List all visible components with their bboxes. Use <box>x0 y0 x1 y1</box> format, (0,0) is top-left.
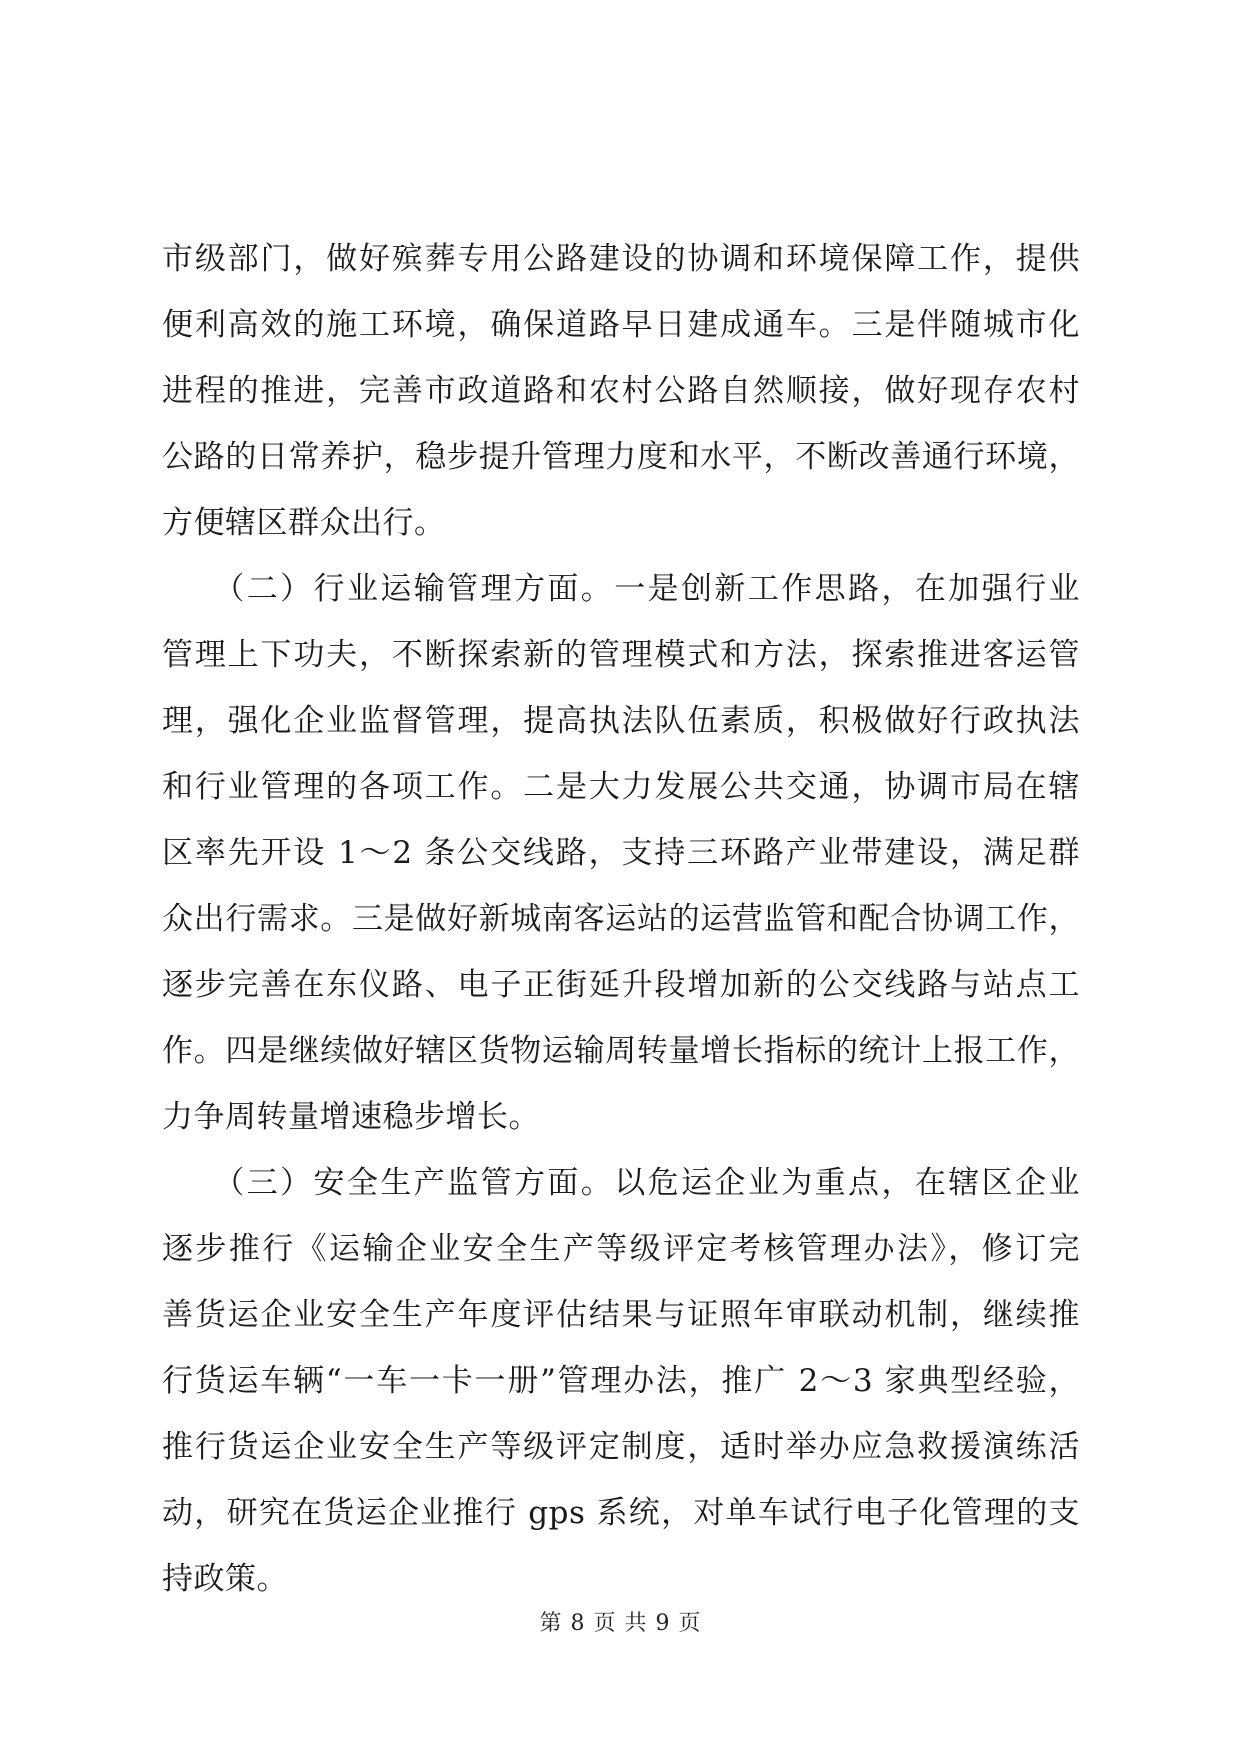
text-line: 动，研究在货运企业推行 gps 系统，对单车试行电子化管理的支 <box>162 1495 1080 1531</box>
text-line: 持政策。 <box>162 1561 288 1597</box>
document-body <box>162 226 1080 1612</box>
text-line: 善货运企业安全生产年度评估结果与证照年审联动机制，继续推 <box>162 1297 1080 1333</box>
text-line: 逐步完善在东仪路、电子正街延升段增加新的公交线路与站点工 <box>162 967 1080 1003</box>
text-line: 进程的推进，完善市政道路和农村公路自然顺接，做好现存农村 <box>162 373 1080 409</box>
text-line: 便利高效的施工环境，确保道路早日建成通车。三是伴随城市化 <box>162 307 1080 343</box>
text-line: （三）安全生产监管方面。以危运企业为重点，在辖区企业 <box>162 1165 1080 1201</box>
paragraph-3 <box>162 1150 1080 1612</box>
text-line: （二）行业运输管理方面。一是创新工作思路，在加强行业 <box>162 571 1080 607</box>
page-number-footer: 第 8 页 共 9 页 <box>539 1611 702 1636</box>
text-line: 逐步推行《运输企业安全生产等级评定考核管理办法》，修订完 <box>162 1231 1080 1267</box>
text-line: 力争周转量增速稳步增长。 <box>162 1099 540 1135</box>
text-line: 推行货运企业安全生产等级评定制度，适时举办应急救援演练活 <box>162 1429 1080 1465</box>
text-line: 作。四是继续做好辖区货物运输周转量增长指标的统计上报工作， <box>162 1033 1080 1069</box>
paragraph-2 <box>162 556 1080 1150</box>
text-line: 行货运车辆“一车一卡一册”管理办法，推广 2～3 家典型经验， <box>162 1363 1080 1399</box>
text-line: 市级部门，做好殡葬专用公路建设的协调和环境保障工作，提供 <box>162 241 1080 277</box>
text-line: 众出行需求。三是做好新城南客运站的运营监管和配合协调工作， <box>162 901 1080 937</box>
text-line: 公路的日常养护，稳步提升管理力度和水平，不断改善通行环境， <box>162 439 1080 475</box>
paragraph-1 <box>162 226 1080 556</box>
text-line: 区率先开设 1～2 条公交线路，支持三环路产业带建设，满足群 <box>162 835 1080 871</box>
text-line: 理，强化企业监督管理，提高执法队伍素质，积极做好行政执法 <box>162 703 1080 739</box>
text-line: 管理上下功夫，不断探索新的管理模式和方法，探索推进客运管 <box>162 637 1080 673</box>
text-line: 和行业管理的各项工作。二是大力发展公共交通，协调市局在辖 <box>162 769 1080 805</box>
text-line: 方便辖区群众出行。 <box>162 505 446 541</box>
